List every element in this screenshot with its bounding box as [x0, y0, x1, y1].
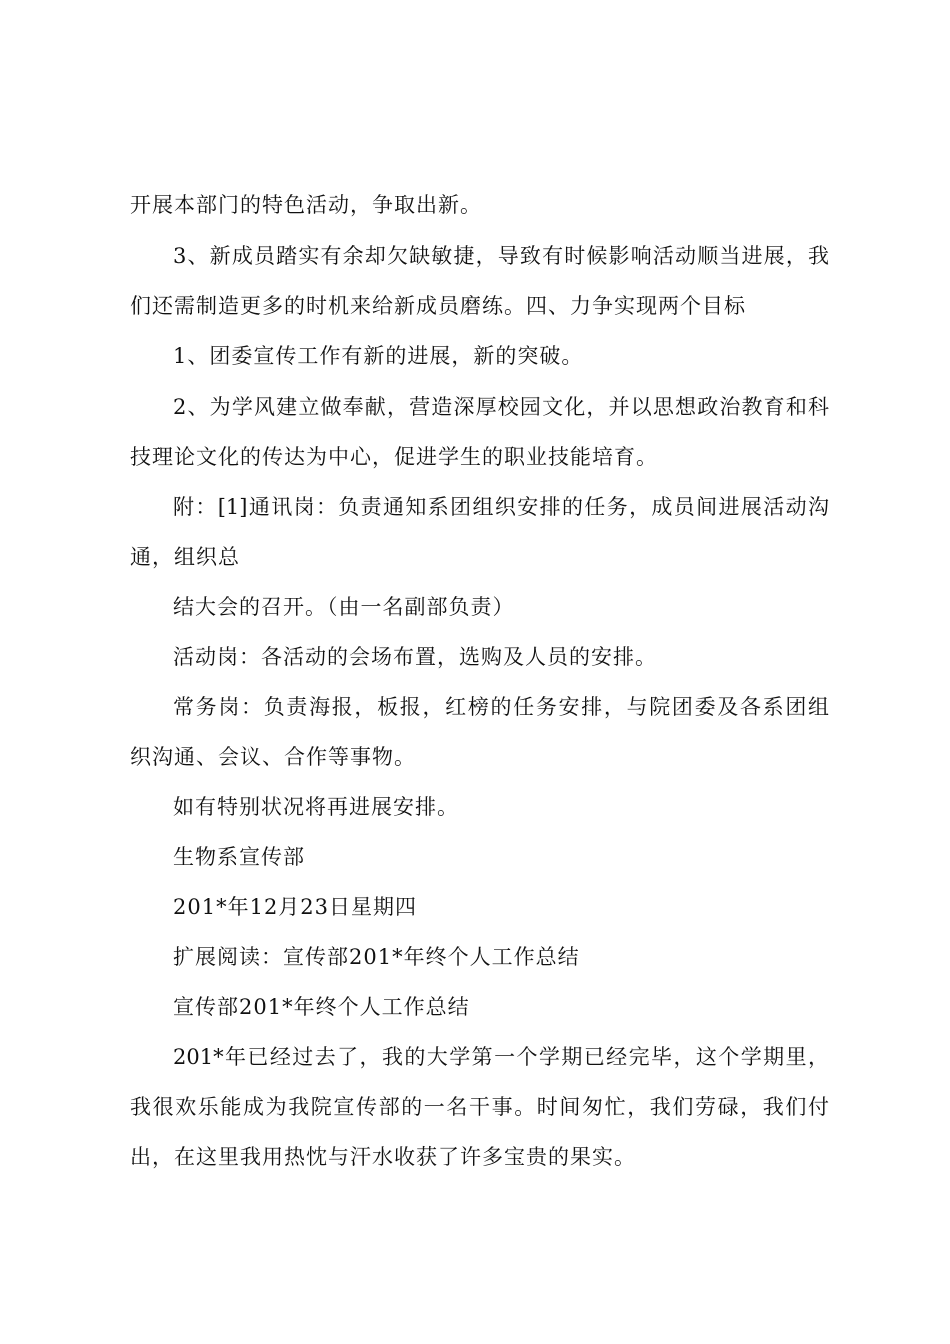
paragraph-line: 活动岗：各活动的会场布置，选购及人员的安排。 — [173, 645, 657, 669]
paragraph-line: 出，在这里我用热忱与汗水收获了许多宝贵的果实。 — [130, 1145, 636, 1169]
paragraph-line: 201*年12月23日星期四 — [173, 895, 418, 919]
paragraph-line: 201*年已经过去了，我的大学第一个学期已经完毕，这个学期里， — [173, 1045, 829, 1069]
paragraph-line: 技理论文化的传达为中心，促进学生的职业技能培育。 — [130, 445, 658, 469]
paragraph-line: 扩展阅读：宣传部201*年终个人工作总结 — [173, 945, 580, 969]
paragraph-line: 生物系宣传部 — [173, 845, 305, 869]
paragraph-line: 织沟通、会议、合作等事物。 — [130, 745, 416, 769]
paragraph-line: 1、团委宣传工作有新的进展，新的突破。 — [173, 344, 584, 368]
paragraph-line: 我很欢乐能成为我院宣传部的一名干事。时间匆忙，我们劳碌，我们付 — [130, 1095, 829, 1119]
paragraph-line: 结大会的召开。（由一名副部负责） — [173, 595, 515, 619]
paragraph-line: 2、为学风建立做奉献，营造深厚校园文化，并以思想政治教育和科 — [173, 395, 829, 419]
paragraph-line: 宣传部201*年终个人工作总结 — [173, 995, 470, 1019]
paragraph-line: 通，组织总 — [130, 545, 240, 569]
paragraph-line: 常务岗：负责海报，板报，红榜的任务安排，与院团委及各系团组 — [173, 695, 829, 719]
paragraph-line: 如有特别状况将再进展安排。 — [173, 795, 459, 819]
paragraph-line: 3、新成员踏实有余却欠缺敏捷，导致有时候影响活动顺当进展，我 — [173, 244, 829, 268]
paragraph-line: 们还需制造更多的时机来给新成员磨练。四、力争实现两个目标 — [130, 294, 746, 318]
paragraph-line: 附：[1]通讯岗：负责通知系团组织安排的任务，成员间进展活动沟 — [173, 495, 829, 519]
paragraph-line: 开展本部门的特色活动，争取出新。 — [130, 193, 482, 217]
